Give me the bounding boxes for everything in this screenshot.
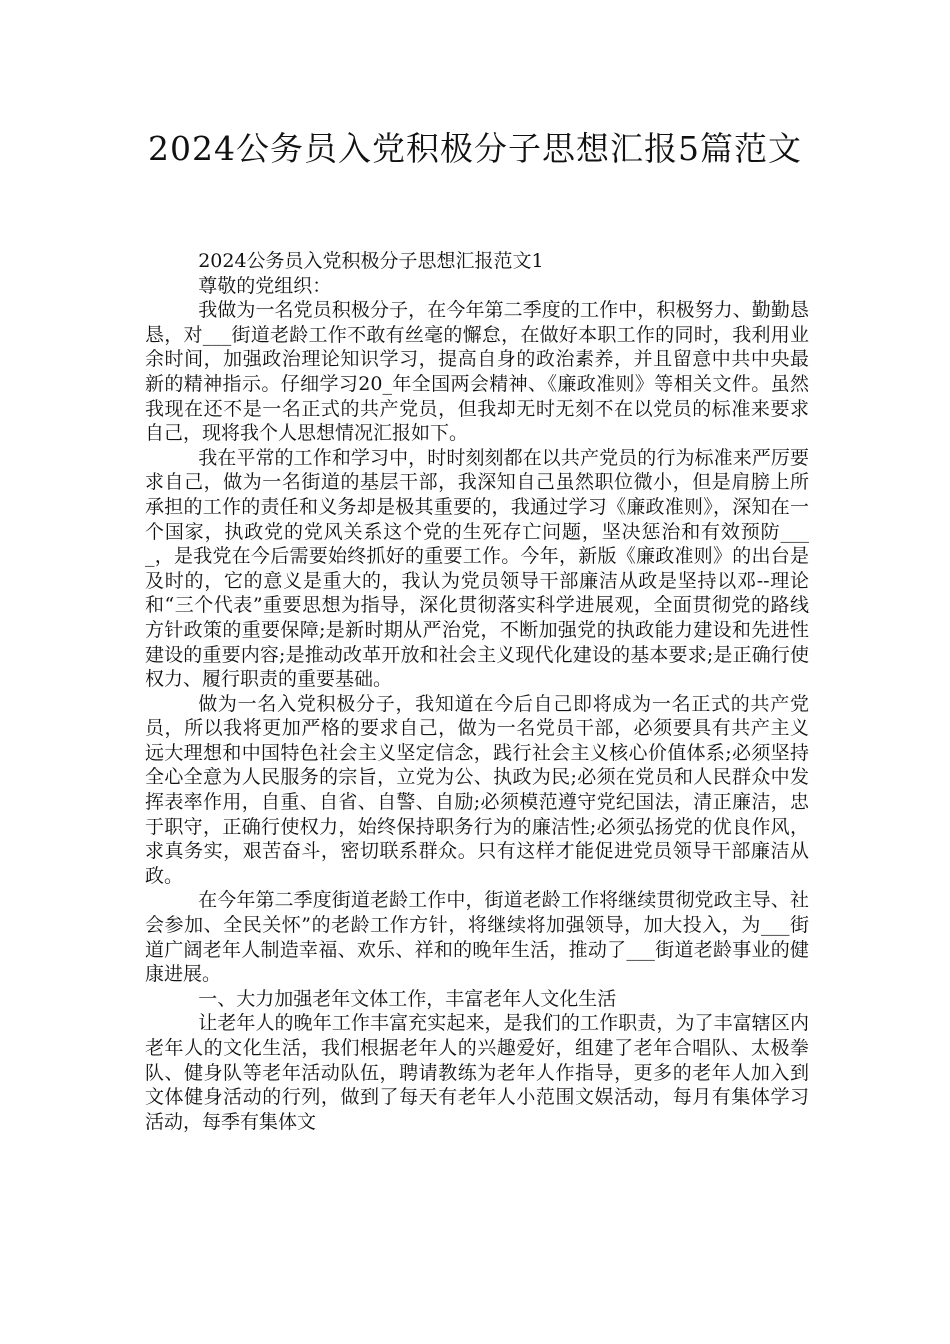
document-body xyxy=(145,249,809,1134)
body-paragraph: 在今年第二季度街道老龄工作中，街道老龄工作将继续贯彻党政主导、社会参加、全民关怀”的老龄工作方针，将继续将加强领导，加大投入，为___街道广阔老年人制造幸福、欢乐、祥和的晚年生活，推动了___街道老龄事业的健康进展。 xyxy=(145,889,809,986)
body-paragraph: 让老年人的晚年工作丰富充实起来，是我们的工作职责，为了丰富辖区内老年人的文化生活，我们根据老年人的兴趣爱好，组建了老年合唱队、太极拳队、健身队等老年活动队伍，聘请教练为老年人作指导，更多的老年人加入到文体健身活动的行列，做到了每天有老年人小范围文娱活动，每月有集体学习活动，每季有集体文 xyxy=(145,1012,809,1133)
salutation: 尊敬的党组织： xyxy=(198,274,332,297)
subsection-heading: 一、大力加强老年文体工作，丰富老年人文化生活 xyxy=(198,987,617,1010)
document-title: 2024公务员入党积极分子思想汇报5篇范文 xyxy=(148,129,802,168)
section-heading: 2024公务员入党积极分子思想汇报范文1 xyxy=(198,250,544,272)
body-paragraph: 我做为一名党员积极分子，在今年第二季度的工作中，积极努力、勤勤恳恳，对___街道老龄工作不敢有丝毫的懈怠，在做好本职工作的同时，我利用业余时间，加强政治理论知识学习，提高自身的政治素养，并且留意中共中央最新的精神指示。仔细学习20_年全国两会精神、《廉政准则》等相关文件。虽然我现在还不是一名正式的共产党员，但我却无时无刻不在以党员的标准来要求自己，现将我个人思想情况汇报如下。 xyxy=(145,299,809,445)
body-paragraph: 做为一名入党积极分子，我知道在今后自己即将成为一名正式的共产党员，所以我将更加严格的要求自己，做为一名党员干部，必须要具有共产主义远大理想和中国特色社会主义坚定信念，践行社会主义核心价值体系;必须坚持全心全意为人民服务的宗旨，立党为公、执政为民;必须在党员和人民群众中发挥表率作用，自重、自省、自警、自励;必须模范遵守党纪国法，清正廉洁，忠于职守，正确行使权力，始终保持职务行为的廉洁性;必须弘扬党的优良作风，求真务实，艰苦奋斗，密切联系群众。只有这样才能促进党员领导干部廉洁从政。 xyxy=(145,692,809,887)
body-paragraph: 我在平常的工作和学习中，时时刻刻都在以共产党员的行为标准来严厉要求自己，做为一名街道的基层干部，我深知自己虽然职位微小，但是肩膀上所承担的工作的责任和义务却是极其重要的，我通过学习《廉政准则》，深知在一个国家，执政党的党风关系这个党的生死存亡问题，坚决惩治和有效预防____，是我党在今后需要始终抓好的重要工作。今年，新版《廉政准则》的出台是及时的，它的意义是重大的，我认为党员领导干部廉洁从政是坚持以邓--理论和“三个代表”重要思想为指导，深化贯彻落实科学进展观，全面贯彻党的路线方针政策的重要保障;是新时期从严治党，不断加强党的执政能力建设和先进性建设的重要内容;是推动改革开放和社会主义现代化建设的基本要求;是正确行使权力、履行职责的重要基础。 xyxy=(145,446,809,691)
